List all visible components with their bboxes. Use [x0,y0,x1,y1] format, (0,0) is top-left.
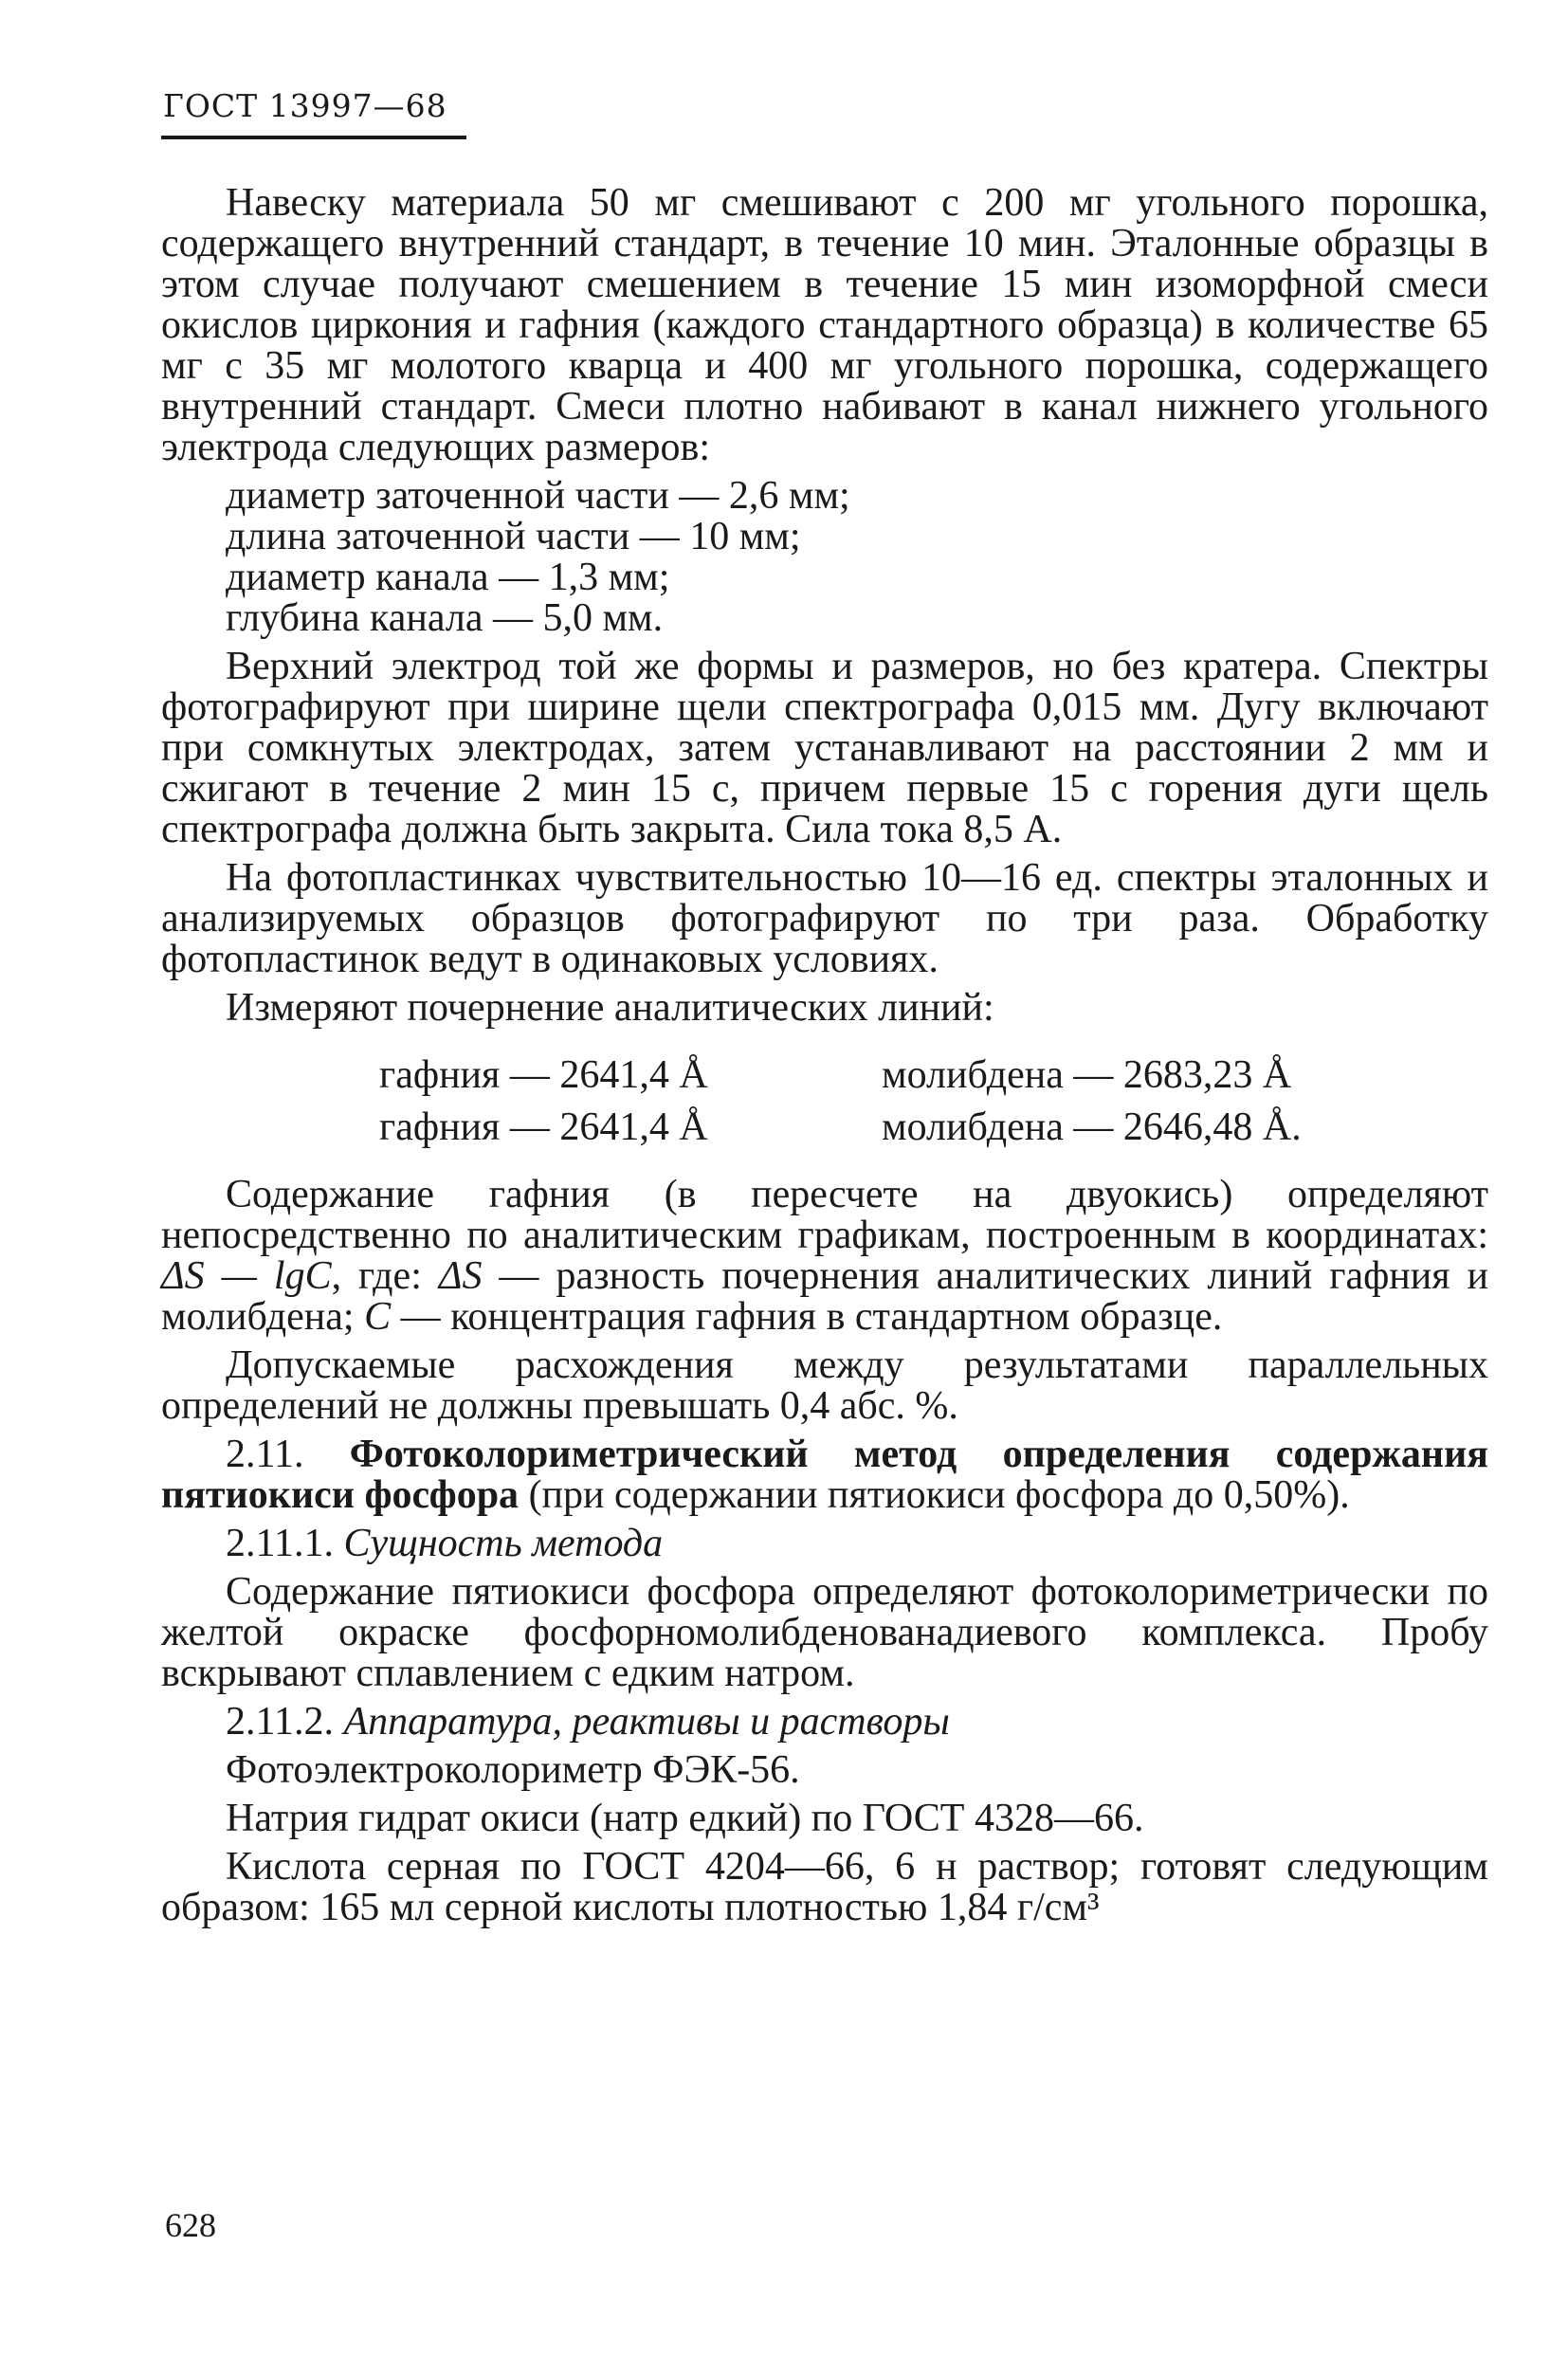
coordinate-axes: ΔS — lgC [161,1254,332,1298]
body-text [161,183,1488,1936]
symbol-delta-s: ΔS [438,1254,483,1298]
list-item: диаметр канала — 1,3 мм; [226,556,670,599]
page-number: 628 [165,2206,216,2244]
section-title: Аппаратура, реактивы и растворы [343,1700,950,1744]
table-row [379,1050,1302,1102]
symbol-c: C [364,1295,392,1339]
header-rule [161,136,466,139]
molybdenum-line: молибдена — 2646,48 Å. [882,1105,1302,1149]
paragraph-method-essence: Содержание пятиокиси фосфора определяют фотоколориметрически по желтой окраске фосфорномолибденованадиевого комплекса. Пробу вскрывают сплавлением с едким натром. [161,1570,1488,1695]
molybdenum-line: молибдена — 2683,23 Å [882,1053,1292,1097]
text-run: — концентрация гафния в стандартном образце. [391,1295,1223,1339]
paragraph-tolerance: Допускаемые расхождения между результатами параллельных определений не должны превышать 0,4 абс. %. [161,1343,1488,1428]
section-2-11-heading [161,1434,1488,1516]
running-header: ГОСТ 13997—68 [163,87,447,124]
section-title-rest: (при содержании пятиокиси фосфора до 0,50%). [519,1473,1350,1517]
section-2-11-1-heading [161,1524,1488,1564]
paragraph-photocolorimeter: Фотоэлектроколориметр ФЭК-56. [226,1748,800,1792]
paragraph-sodium-hydroxide: Натрия гидрат окиси (натр едкий) по ГОСТ 4328—66. [226,1797,1144,1840]
electrode-dimensions-list [226,476,1488,639]
section-number: 2.11.2. [226,1700,334,1744]
list-item: длина заточенной части — 10 мм; [226,515,801,558]
text-run: Содержание гафния (в пересчете на двуокись) определяют непосредственно по аналитическим графикам, построенным в координатах: [161,1173,1488,1257]
section-2-11-2-heading [161,1702,1488,1743]
section-number: 2.11. [226,1433,304,1476]
list-item: глубина канала — 5,0 мм. [226,596,664,640]
paragraph-upper-electrode: Верхний электрод той же формы и размеров, но без кратера. Спектры фотографируют при ширине щели спектрографа 0,015 мм. Дугу включают при сомкнутых электродах, затем устанавливают на расстоянии 2 мм и сжигают в течение 2 мин 15 с, причем первые 15 с горения дуги щель спектрографа должна быть закрыта. Сила тока 8,5 А. [161,645,1488,851]
section-title: Сущность метода [343,1522,664,1565]
text-run: , где: [331,1254,439,1298]
paragraph-measure-lines: Измеряют почернение аналитических линий: [226,986,994,1030]
text-run: — разность почернения аналитических линий гафния и молибдена; [161,1254,1488,1339]
section-title: Фотоколориметрический метод определения содержания пятиокиси фосфора [161,1433,1488,1517]
analytical-lines-table [379,1050,1302,1154]
paragraph-photoplates: На фотопластинках чувствительностью 10—16 ед. спектры эталонных и анализируемых образцов фотографируют по три раза. Обработку фотопластинок ведут в одинаковых условиях. [161,856,1488,981]
paragraph-hafnium-content [161,1175,1488,1338]
hafnium-line: гафния — 2641,4 Å [379,1105,708,1149]
hafnium-line: гафния — 2641,4 Å [379,1053,708,1097]
paragraph-sulfuric-acid: Кислота серная по ГОСТ 4204—66, 6 н раствор; готовят следующим образом: 165 мл серной кислоты плотностью 1,84 г/см³ [161,1845,1488,1929]
paragraph-sample-prep: Навеску материала 50 мг смешивают с 200 мг угольного порошка, содержащего внутренний стандарт, в течение 10 мин. Эталонные образцы в этом случае получают смешением в течение 15 мин изоморфной смеси окислов циркония и гафния (каждого стандартного образца) в количестве 65 мг с 35 мг молотого кварца и 400 мг угольного порошка, содержащего внутренний стандарт. Смеси плотно набивают в канал нижнего угольного электрода следующих размеров: [161,181,1488,469]
list-item: диаметр заточенной части — 2,6 мм; [226,474,850,518]
section-number: 2.11.1. [226,1522,334,1565]
table-row [379,1102,1302,1154]
